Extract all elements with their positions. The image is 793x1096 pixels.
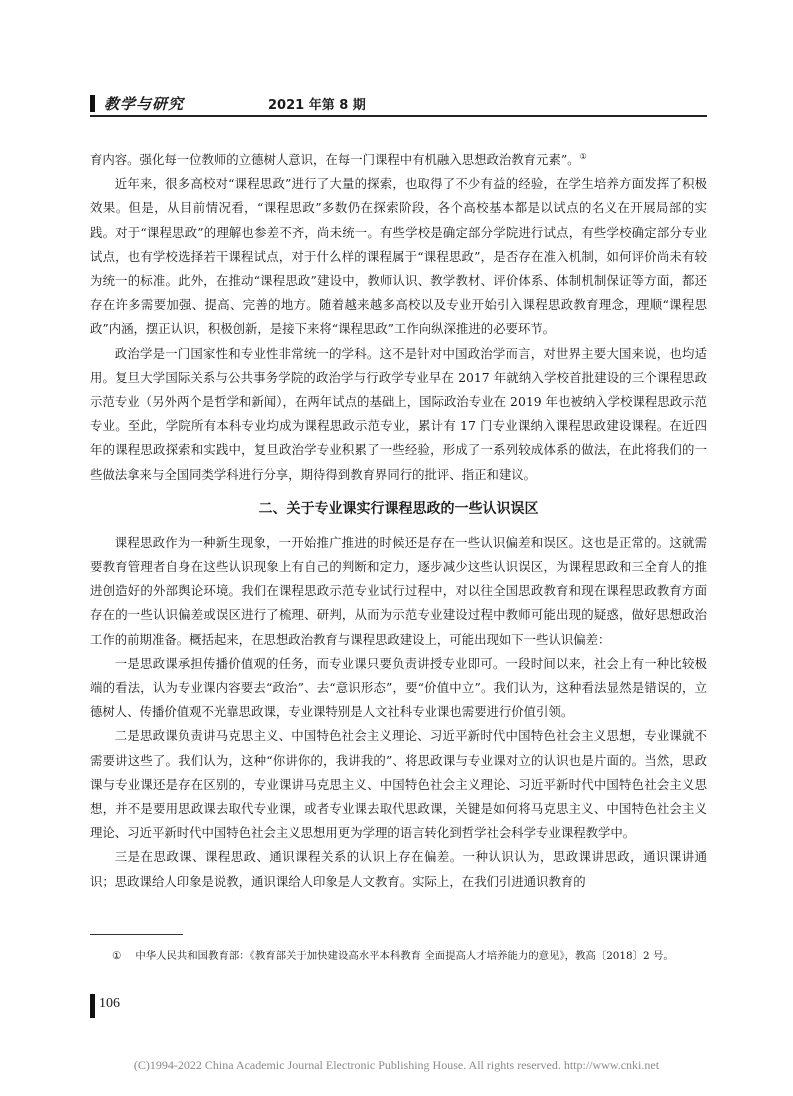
paragraph-text: 育内容。强化每一位教师的立德树人意识，在每一门课程中有机融入思想政治教育元素”。	[90, 152, 580, 167]
paragraph: 课程思政作为一种新生现象，一开始推广推进的时候还是存在一些认识偏差和误区。这也是正常的。这就需要教育管理者自身在这些认识现象上有自己的判断和定力，逐步减少这些认识误区，为课程思政和三全育人的推进创造好的外部舆论环境。我们在课程思政示范专业试行过程中，对以往全国思政教育和现在课程思政教育方面存在的一些认识偏差或误区进行了梳理、研判，从而为示范专业建设过程中教师可能出现的疑惑，做好思想政治工作的前期准备。概括起来，在思想政治教育与课程思政建设上，可能出现如下一些认识偏差：	[90, 534, 707, 647]
footnote-text: 中华人民共和国教育部：《教育部关于加快建设高水平本科教育 全面提高人才培养能力的意见》，教高〔2018〕2 号。	[135, 950, 674, 962]
footnote-ref: ①	[579, 152, 587, 161]
paragraph: 政治学是一门国家性和专业性非常统一的学科。这不是针对中国政治学而言，对世界主要大国来说，也均适用。复旦大学国际关系与公共事务学院的政治学与行政学专业早在 2017 年就纳入学校首批建设的三个课程思政示范专业（另外两个是哲学和新闻），在两年试点的基础上，国际政治专业在 2019 年也被纳入学校课程思政示范专业。至此，学院所有本科专业均成为课程思政示范专业，累计有 17 门专业课纳入课程思政建设课程。在近四年的课程思政探索和实践中，复旦政治学专业积累了一些经验，形成了一系列较成体系的做法，在此将我们的一些做法拿来与全国同类学科进行分享，期待得到教育界同行的批评、指正和建议。	[90, 345, 707, 482]
footnote-divider	[90, 934, 183, 935]
paragraph: 三是在思政课、课程思政、通识课程关系的认识上存在偏差。一种认识认为，思政课讲思政，通识课讲通识；思政课给人印象是说教，通识课给人印象是人文教育。实际上，在我们引进通识教育的	[90, 849, 707, 889]
footnote-mark: ①	[112, 950, 122, 962]
running-header	[90, 93, 707, 117]
issue-label: 2021 年第 8 期	[268, 98, 366, 113]
journal-name: 教学与研究	[104, 95, 185, 113]
page-number: 106	[99, 996, 120, 1011]
copyright-notice: (C)1994-2022 China Academic Journal Electronic Publishing House. All rights reserved. http://www.cnki.net	[133, 1058, 660, 1072]
paragraph	[90, 148, 707, 172]
header-bar	[90, 95, 95, 112]
page-number-box	[90, 994, 128, 1018]
paragraph: 近年来，很多高校对“课程思政”进行了大量的探索，也取得了不少有益的经验，在学生培养方面发挥了积极效果。但是，从目前情况看，“课程思政”多数仍在探索阶段，各个高校基本都是以试点的名义在开展局部的实践。对于“课程思政”的理解也参差不齐，尚未统一。有些学校是确定部分学院进行试点，有些学校确定部分专业试点，也有学校选择若干课程试点，对于什么样的课程属于“课程思政”，是否存在准入机制，如何评价尚未有较为统一的标准。此外，在推动“课程思政”建设中，教师认识、教学教材、评价体系、体制机制保证等方面，都还存在许多需要加强、提高、完善的地方。随着越来越多高校以及专业开始引入课程思政教育理念，理顺“课程思政”内涵，摆正认识，积极创新，是接下来将“课程思政”工作向纵深推进的必要环节。	[90, 176, 707, 337]
footnote	[112, 946, 707, 967]
page-number-bar	[90, 994, 95, 1018]
article-body	[90, 148, 707, 894]
paragraph: 一是思政课承担传播价值观的任务，而专业课只要负责讲授专业即可。一段时间以来，社会上有一种比较极端的看法，认为专业课内容要去“政治”、去“意识形态”，要“价值中立”。我们认为，这种看法显然是错误的，立德树人、传播价值观不光靠思政课，专业课特别是人文社科专业课也需要进行价值引领。	[90, 655, 707, 720]
paragraph: 二是思政课负责讲马克思主义、中国特色社会主义理论、习近平新时代中国特色社会主义思想，专业课就不需要讲这些了。我们认为，这种“你讲你的，我讲我的”、将思政课与专业课对立的认识也是片面的。当然，思政课与专业课还是存在区别的，专业课讲马克思主义、中国特色社会主义理论、习近平新时代中国特色社会主义思想，并不是要用思政课去取代专业课，或者专业课去取代思政课，关键是如何将马克思主义、中国特色社会主义理论、习近平新时代中国特色社会主义思想用更为学理的语言转化到哲学社会科学专业课程教学中。	[90, 728, 707, 841]
section-heading: 二、关于专业课实行课程思政的一些认识误区	[258, 500, 539, 517]
